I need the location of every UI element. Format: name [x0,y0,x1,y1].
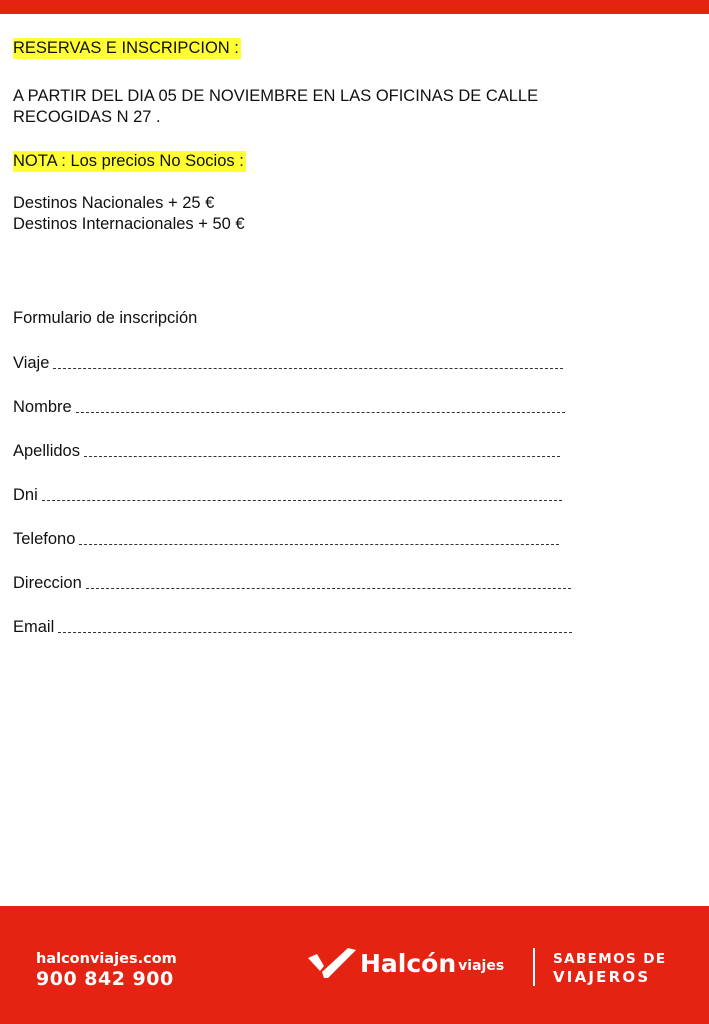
tagline-line-2: VIAJEROS [553,968,651,986]
footer-divider [533,948,535,986]
tagline-line-1: SABEMOS DE [553,951,667,967]
footer-contact [36,950,177,990]
reservas-text-line-2: RECOGIDAS N 27 . [13,108,161,126]
form-row-email[interactable] [13,617,693,638]
footer-tagline [553,951,666,986]
field-line-direccion[interactable] [86,588,571,589]
halcon-logo [308,946,504,980]
reservas-heading: RESERVAS E INSCRIPCION : [13,39,239,57]
field-label-nombre: Nombre [13,398,72,416]
reservas-text-line-1: A PARTIR DEL DIA 05 DE NOVIEMBRE EN LAS OFICINAS DE CALLE [13,87,539,105]
field-line-dni[interactable] [42,500,562,501]
nota-prices [13,193,693,235]
top-red-bar [0,0,709,14]
footer-banner [0,906,709,1024]
field-line-telefono[interactable] [79,544,559,545]
form-row-direccion[interactable] [13,573,693,594]
field-label-telefono: Telefono [13,530,76,548]
field-line-email[interactable] [58,632,572,633]
field-label-dni: Dni [13,486,38,504]
form-row-nombre[interactable] [13,397,693,418]
price-nacionales: Destinos Nacionales + 25 € [13,194,215,212]
brand-name: Halcón [360,949,457,978]
field-line-apellidos[interactable] [84,456,560,457]
form-row-telefono[interactable] [13,529,693,550]
document-body [13,38,693,638]
nota-heading-line [13,151,693,172]
field-label-apellidos: Apellidos [13,442,80,460]
form-title: Formulario de inscripción [13,309,198,327]
price-internacionales: Destinos Internacionales + 50 € [13,215,245,233]
nota-heading: NOTA : Los precios No Socios : [13,152,244,170]
field-label-email: Email [13,618,55,636]
reservas-heading-line [13,38,693,59]
form-row-apellidos[interactable] [13,441,693,462]
form-row-viaje[interactable] [13,353,693,374]
form-row-dni[interactable] [13,485,693,506]
field-label-direccion: Direccion [13,574,82,592]
brand-suffix: viajes [458,958,505,974]
field-line-nombre[interactable] [76,412,565,413]
field-line-viaje[interactable] [53,368,563,369]
halcon-wing-icon [308,946,356,980]
footer-phone[interactable]: 900 842 900 [36,968,174,990]
field-label-viaje: Viaje [13,354,50,372]
footer-website[interactable]: halconviajes.com [36,951,177,967]
reservas-text [13,86,693,128]
